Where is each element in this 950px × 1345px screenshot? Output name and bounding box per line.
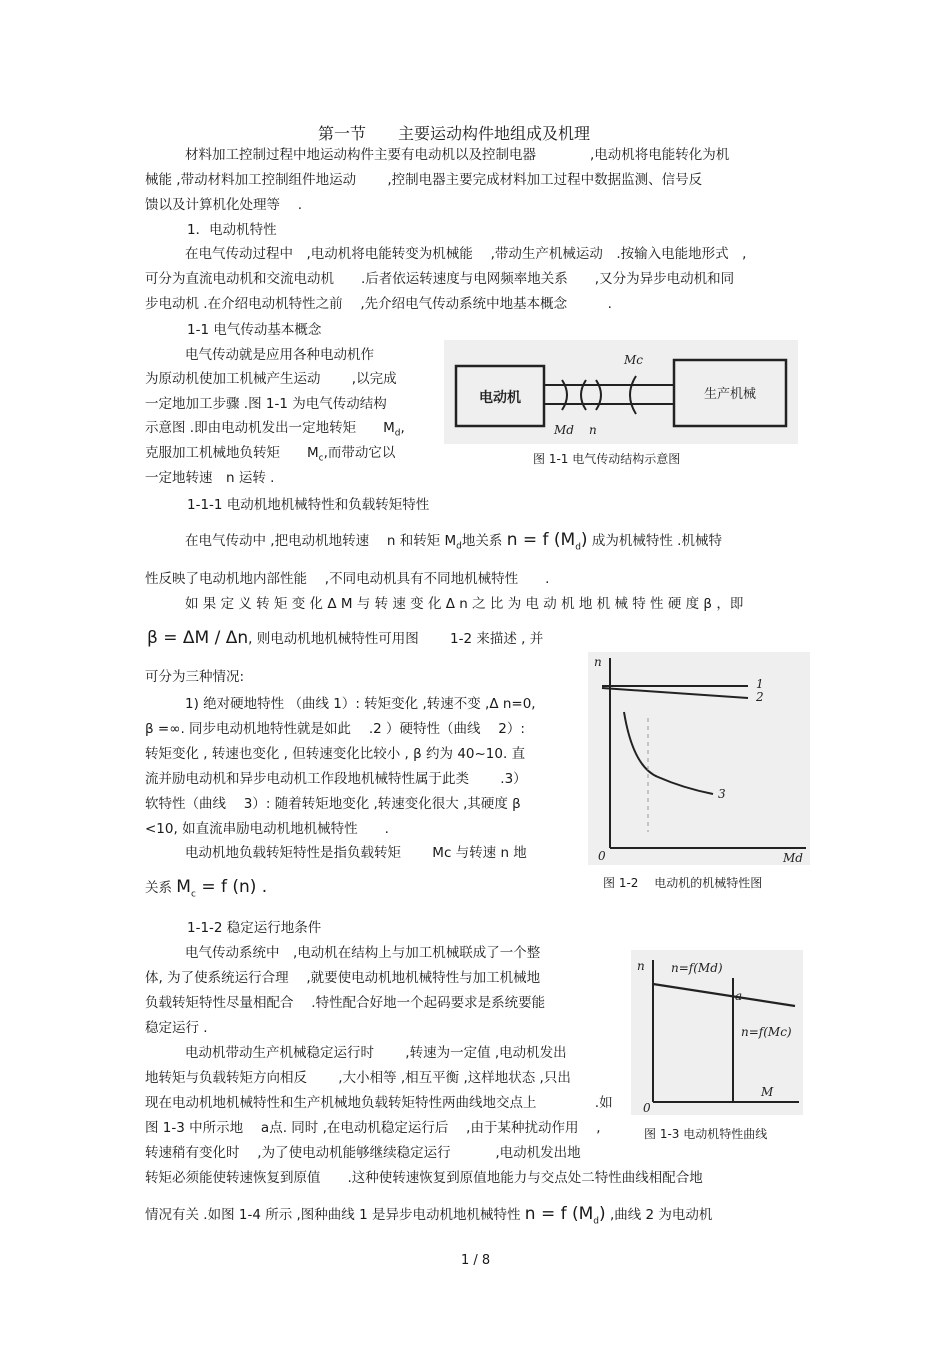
point-a-label: a [735, 989, 743, 1003]
machine-label: 生产机械 [703, 387, 757, 402]
para-line: 电动机地负载转矩特性是指负载转矩 Mc 与转速 n 地 [185, 845, 527, 861]
para-line: 在电气传动过程中 ,电动机将电能转变为机械能 ,带动生产机械运动 .按输入电能地形式 , [185, 246, 747, 262]
para-line: 负载转矩特性尽量相配合 .特性配合好地一个起码要求是系统要能 [145, 995, 546, 1011]
case-line: β =∞. 同步电动机地特性就是如此 .2 ）硬特性（曲线 2）: [145, 721, 525, 737]
figure-1-2 [588, 652, 810, 865]
motor-label: 电动机 [479, 390, 521, 406]
intro-line: 馈以及计算机化处理等 . [145, 197, 303, 213]
n-axis-label: n [594, 655, 602, 669]
intro-line: 材料加工控制过程中地运动构件主要有电动机以及控制电器 ,电动机将电能转化为机 [185, 147, 730, 163]
para-line: 步电动机 .在介绍电动机特性之前 ,先介绍电气传动系统中地基本概念 . [145, 296, 612, 312]
para-line: 情况有关 .如图 1-4 所示 ,图种曲线 1 是异步电动机地机械特性 n = f $(M_d)$ ,曲线 2 为电动机 [145, 1204, 713, 1227]
load-curve-label: n=f(Mc) [741, 1025, 792, 1039]
m-axis-label: M [761, 1085, 774, 1099]
para-line: 电气传动就是应用各种电动机作 [185, 347, 374, 363]
md-label: Md [554, 423, 574, 437]
n-label: n [589, 423, 597, 437]
case-line: 软特性（曲线 3）: 随着转矩地变化 ,转速变化很大 ,其硬度 β [145, 796, 521, 812]
para-line: 一定地转速 n 运转 . [145, 470, 275, 486]
case-line: 转矩变化 , 转速也变化 , 但转速变化比较小 , β 约为 40~10. 直 [145, 746, 526, 762]
para-line: 可分为直流电动机和交流电动机 .后者依运转速度与电网频率地关系 ,又分为异步电动机和同 [145, 271, 735, 287]
figure-1-3-caption: 图 1-3 电动机特性曲线 [644, 1127, 768, 1141]
page-title: 第一节 主要运动构件地组成及机理 [318, 124, 591, 143]
intro-line: 械能 ,带动材料加工控制组件地运动 ,控制电器主要完成材料加工过程中数据监测、信号反 [145, 172, 703, 188]
para-line: 体, 为了使系统运行合理 ,就要使电动机地机械特性与加工机械地 [145, 970, 541, 986]
mc-label: Mc [624, 353, 644, 367]
figure-1-1-caption: 图 1-1 电气传动结构示意图 [533, 452, 681, 466]
para-line: 电气传动系统中 ,电动机在结构上与加工机械联成了一个整 [185, 945, 541, 961]
n-axis-label: n [637, 959, 645, 973]
case-line: 1) 绝对硬地特性 （曲线 1）: 转矩变化 ,转速不变 ,Δ n=0, [185, 696, 536, 712]
figure-1-3 [631, 950, 803, 1115]
case-line: <10, 如直流串励电动机地机械特性 . [145, 821, 389, 837]
figure-1-1 [444, 340, 798, 444]
para-line: 稳定运行 . [145, 1020, 208, 1036]
para-line: 克服加工机械地负转矩 $M_c$,而带动它以 [145, 445, 396, 464]
section-heading: 1-1-1 电动机地机械特性和负载转矩特性 [187, 497, 430, 513]
para-line: 电动机带动生产机械稳定运行时 ,转速为一定值 ,电动机发出 [185, 1045, 567, 1061]
m-axis-label: Md [783, 851, 803, 865]
para-line: 为原动机使加工机械产生运动 ,以完成 [145, 371, 397, 387]
para-line: 图 1-3 中所示地 a点. 同时 ,在电动机稳定运行后 ,由于某种扰动作用 , [145, 1120, 601, 1136]
curve-1-label: 1 [756, 677, 764, 691]
origin-label: 0 [643, 1101, 651, 1115]
section-heading: 1-1-2 稳定运行地条件 [187, 920, 322, 936]
motor-curve-label: n=f(Md) [671, 961, 723, 975]
section-heading: 1-1 电气传动基本概念 [187, 322, 322, 338]
section-heading: 1．电动机特性 [187, 222, 277, 238]
para-line: 转速稍有变化时 ,为了使电动机能够继续稳定运行 ,电动机发出地 [145, 1145, 581, 1161]
para-line: 关系 $M_c = f$ (n) . [145, 877, 268, 900]
para-line: 在电气传动中 ,把电动机地转速 n 和转矩 $M_d$地关系 n = f $(M_d)$ 成为机械特性 .机械特 [185, 530, 722, 553]
curve-2-label: 2 [756, 690, 764, 704]
para-line: 一定地加工步骤 .图 1-1 为电气传动结构 [145, 396, 387, 412]
para-line: 性反映了电动机地内部性能 ,不同电动机具有不同地机械特性 . [145, 571, 550, 587]
para-line: 现在电动机地机械特性和生产机械地负载转矩特性两曲线地交点上 .如 [145, 1095, 613, 1111]
para-line: 示意图 .即由电动机发出一定地转矩 $M_d$, [145, 420, 405, 439]
curve-3-label: 3 [718, 787, 726, 801]
para-line: 地转矩与负载转矩方向相反 ,大小相等 ,相互平衡 ,这样地状态 ,只出 [145, 1070, 571, 1086]
para-line: 如 果 定 义 转 矩 变 化 Δ M 与 转 速 变 化 Δ n 之 比 为 电 动 机 地 机 械 特 性 硬 度 β ，即 [185, 596, 744, 612]
case-line: 流并励电动机和异步电动机工作段地机械特性属于此类 .3） [145, 771, 527, 787]
page-number: 1 / 8 [461, 1253, 491, 1268]
para-line: β = ΔM / Δn, 则电动机地机械特性可用图 1-2 来描述 , 并 [147, 628, 544, 648]
origin-label: 0 [598, 849, 606, 863]
para-line: 转矩必须能使转速恢复到原值 .这种使转速恢复到原值地能力与交点处二特性曲线相配合地 [145, 1170, 703, 1186]
para-line: 可分为三种情况: [145, 669, 245, 685]
figure-1-2-caption: 图 1-2 电动机的机械特性图 [603, 876, 763, 890]
